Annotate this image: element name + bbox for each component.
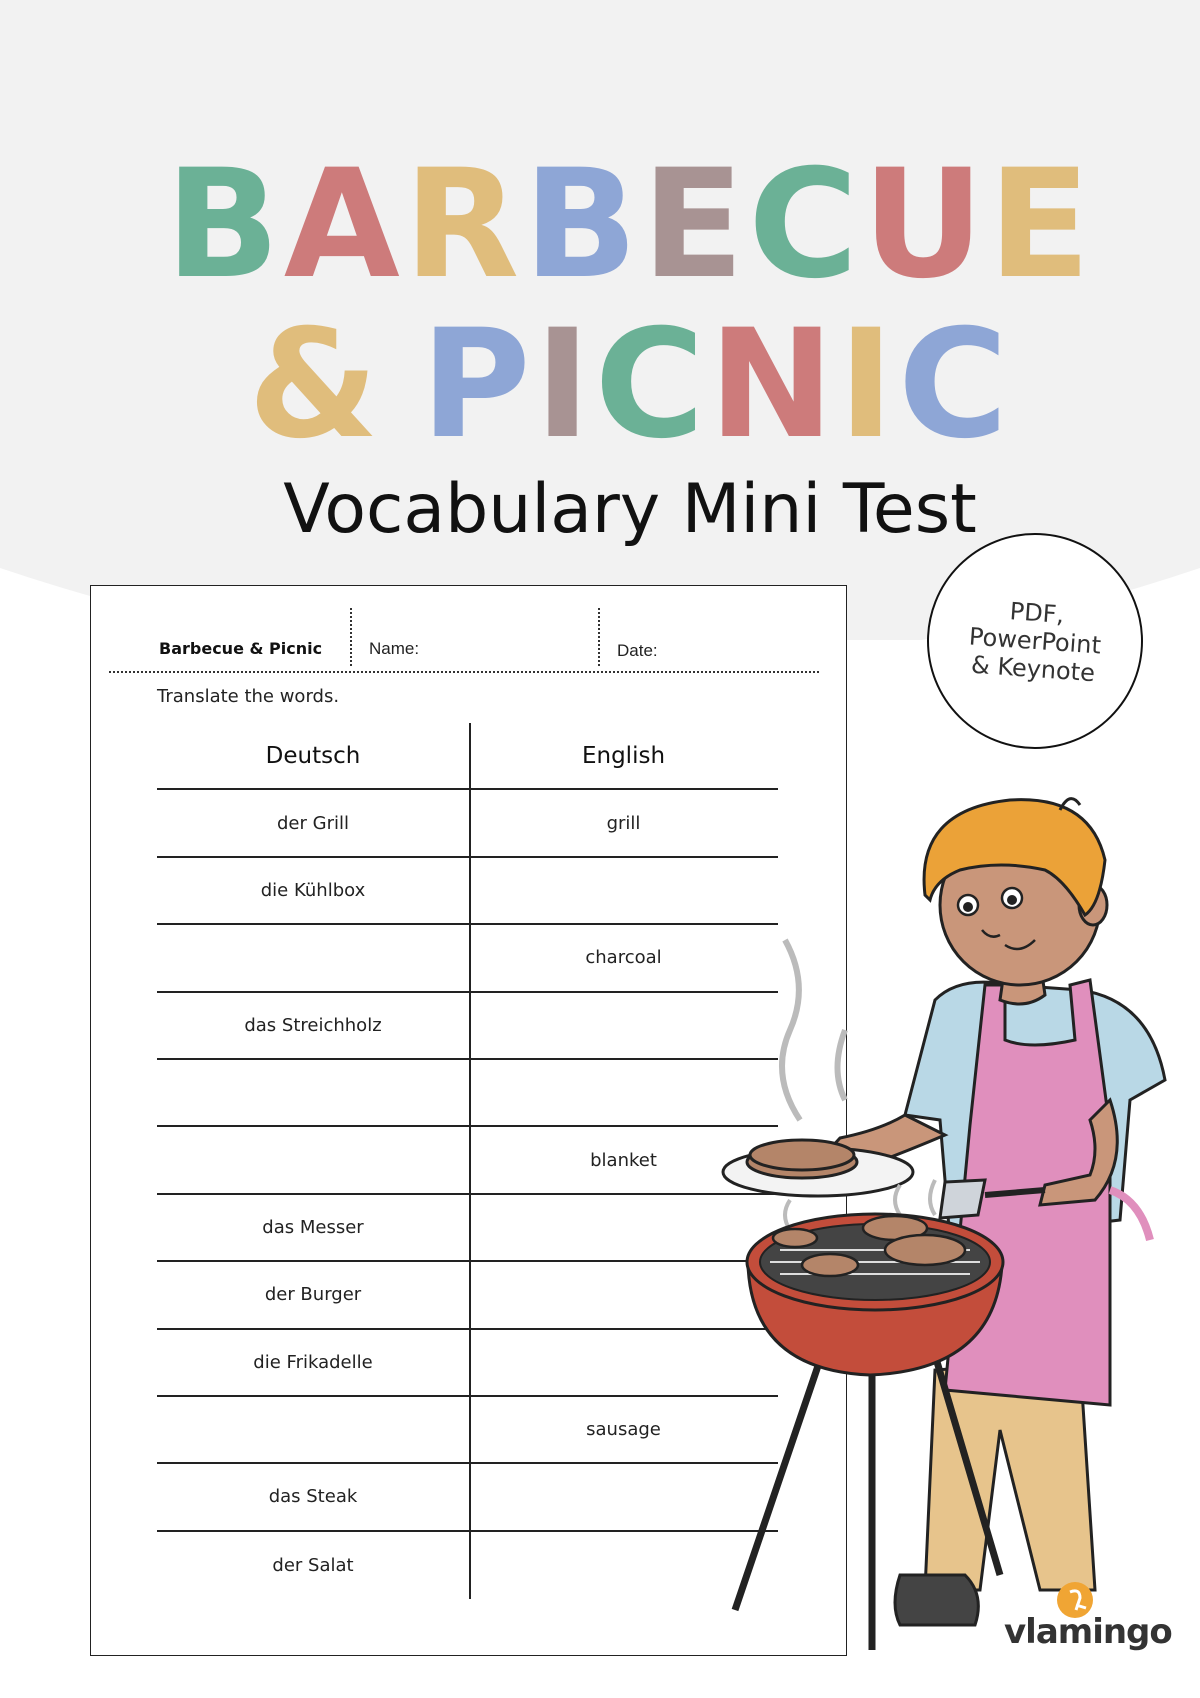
deutsch-cell: der Burger xyxy=(264,1284,362,1306)
title-line-1-letter: E xyxy=(641,138,749,312)
worksheet-header xyxy=(109,608,819,673)
deutsch-cell: der Grill xyxy=(277,812,349,834)
table-row xyxy=(157,1060,778,1127)
deutsch-cell xyxy=(157,925,469,990)
table-row xyxy=(157,1330,778,1397)
deutsch-cell: der Salat xyxy=(272,1554,354,1576)
instruction-text: Translate the words. xyxy=(157,686,340,707)
deutsch-cell xyxy=(157,1397,469,1462)
title-line-1-letter: A xyxy=(283,138,404,312)
format-badge xyxy=(927,533,1143,749)
subtitle: Vocabulary Mini Test xyxy=(283,470,977,549)
vocabulary-table xyxy=(157,723,778,1599)
table-row xyxy=(157,925,778,992)
title-line-2-letter: C xyxy=(897,298,1013,472)
column-header-english: English xyxy=(581,742,666,769)
table-row xyxy=(157,1532,778,1599)
table-row xyxy=(157,1262,778,1329)
table-header-row xyxy=(157,723,778,790)
brand-logo-text: vlamingo xyxy=(1004,1612,1172,1652)
title-line-1-letter: C xyxy=(748,138,863,312)
english-cell: charcoal xyxy=(585,947,662,969)
deutsch-cell: das Streichholz xyxy=(244,1014,382,1036)
title-line-1-letter: E xyxy=(988,138,1095,312)
table-row xyxy=(157,858,778,925)
table-row xyxy=(157,993,778,1060)
table-row xyxy=(157,790,778,857)
title-line-2-letter: I xyxy=(838,298,898,472)
deutsch-cell: das Messer xyxy=(262,1216,364,1238)
deutsch-cell: die Kühlbox xyxy=(260,879,366,901)
deutsch-cell xyxy=(157,1127,469,1192)
title-line-2-letter: N xyxy=(708,298,839,472)
title-line-2 xyxy=(0,300,1200,470)
title-line-2-letter: I xyxy=(534,298,595,472)
title-line-2-letter: C xyxy=(594,298,709,472)
badge-line-2: PowerPoint xyxy=(968,622,1102,660)
table-row xyxy=(157,1464,778,1531)
english-cell: sausage xyxy=(586,1419,661,1441)
worksheet-header-title: Barbecue & Picnic xyxy=(159,639,323,658)
table-row xyxy=(157,1195,778,1262)
title-line-1-letter: B xyxy=(165,138,284,312)
title-line-1-letter: R xyxy=(403,138,524,312)
table-row xyxy=(157,1127,778,1194)
deutsch-cell: das Steak xyxy=(268,1486,358,1508)
badge-line-1: PDF, xyxy=(1008,597,1066,629)
deutsch-cell xyxy=(157,1060,469,1125)
table-row xyxy=(157,1397,778,1464)
name-label: Name: xyxy=(369,639,420,658)
title-line-2-letter: & xyxy=(247,298,383,472)
badge-line-3: & Keynote xyxy=(970,650,1096,688)
header-divider xyxy=(350,608,352,666)
date-label: Date: xyxy=(617,641,658,660)
english-cell: grill xyxy=(606,812,641,834)
title-line-1-letter: U xyxy=(862,138,989,312)
deutsch-cell: die Frikadelle xyxy=(253,1351,373,1373)
title-line-1-letter: B xyxy=(523,138,642,312)
english-cell: blanket xyxy=(590,1149,657,1171)
barbecue-chef-illustration xyxy=(700,780,1200,1660)
header-divider xyxy=(598,608,600,666)
title-line-1 xyxy=(0,140,1200,310)
title-line-2-letter: P xyxy=(420,298,535,472)
column-header-deutsch: Deutsch xyxy=(265,742,361,769)
